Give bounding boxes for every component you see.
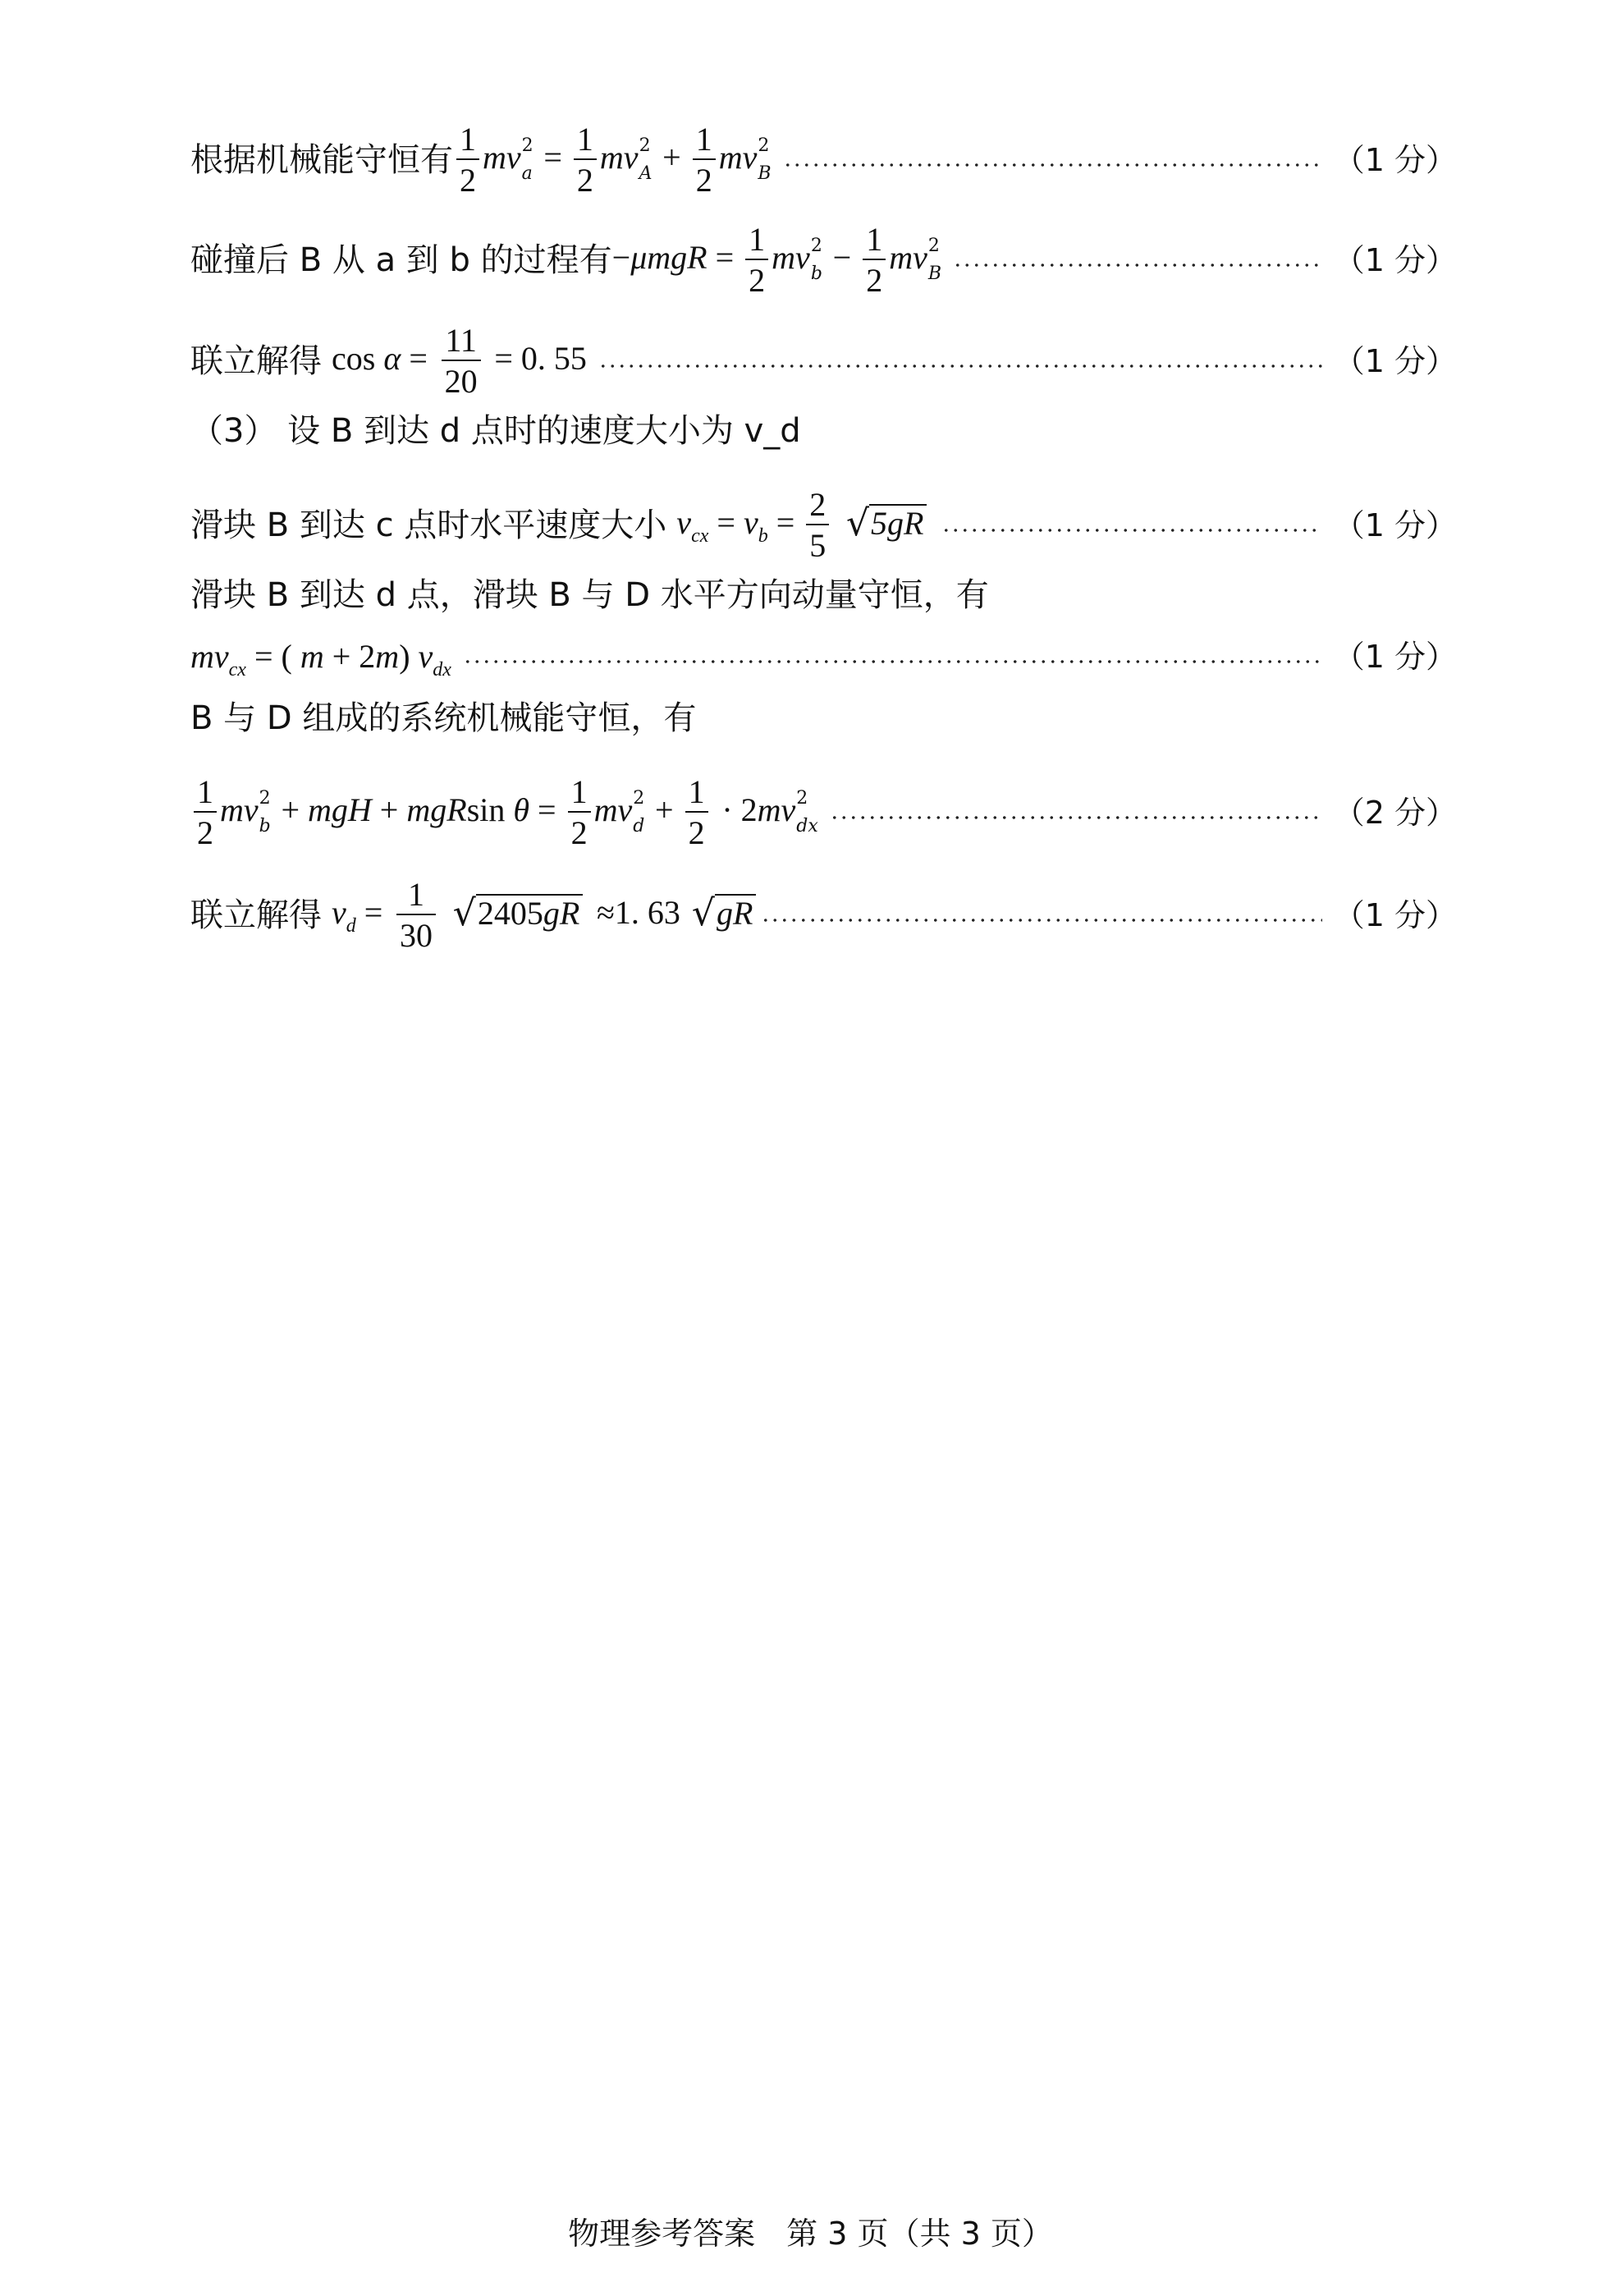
page-footer: 物理参考答案 第 3 页（共 3 页） <box>568 2216 1053 2252</box>
line-2-formula: −μmgR = $\frac{1}{2}$ mv 2 b − $\frac{1}{2}$ mv 2 B <box>611 221 941 299</box>
leader-dots <box>598 364 1322 369</box>
line-7-formula: $mv_{cx}$ = ( m + 2m) $v_{dx}$ <box>190 638 451 681</box>
answer-line-2 <box>190 223 1457 297</box>
line-3-score: （1 分） <box>1333 343 1457 379</box>
answer-line-7 <box>190 638 1457 681</box>
line-3-text: 联立解得 <box>190 342 322 380</box>
line-2-score: （1 分） <box>1333 242 1457 278</box>
line-6-text: 滑块 B 到达 d 点，滑块 B 与 D 水平方向动量守恒，有 <box>190 576 989 614</box>
answer-line-6 <box>190 576 989 614</box>
leader-dots <box>463 659 1322 664</box>
line-5-score: （1 分） <box>1333 507 1457 543</box>
answer-line-1 <box>190 123 1457 197</box>
line-9-formula: $\frac{1}{2}$ mv 2 b + mgH + mgRsin θ = $\frac{1}{2}$ mv 2 d + $\frac{1}{2}$ · 2mv 2 dx <box>190 776 818 850</box>
line-10-score: （1 分） <box>1333 897 1457 933</box>
line-5-text: 滑块 B 到达 c 点时水平速度大小 <box>190 506 667 544</box>
leader-dots <box>783 163 1322 167</box>
answer-line-10 <box>190 878 1457 952</box>
line-10-text: 联立解得 <box>190 896 322 934</box>
line-9-score: （2 分） <box>1333 795 1457 831</box>
leader-dots <box>830 815 1322 820</box>
answer-line-3 <box>190 324 1457 398</box>
line-4-text: （3） 设 B 到达 d 点时的速度大小为 v_d <box>190 412 801 450</box>
line-10-formula: $v_d$ = $\frac{1}{30}$ √ 2405gR ≈1. 63 √ gR <box>332 878 759 952</box>
answer-line-5 <box>190 488 1457 562</box>
line-8-text: B 与 D 组成的系统机械能守恒，有 <box>190 699 697 737</box>
answer-line-4 <box>190 412 801 450</box>
line-1-text: 根据机械能守恒有 <box>190 141 453 179</box>
line-1-score: （1 分） <box>1333 142 1457 178</box>
line-2-text: 碰撞后 B 从 a 到 b 的过程有 <box>190 241 612 279</box>
answer-line-9 <box>190 773 1457 851</box>
leader-dots <box>953 263 1322 268</box>
line-1-formula: $\frac{1}{2}$ mv 2 a = $\frac{1}{2}$ mv 2 A + $\frac{1}{2}$ mv 2 B <box>453 123 772 197</box>
line-7-score: （1 分） <box>1333 639 1457 675</box>
line-3-formula: cos α = $\frac{11}{20}$ = 0. 55 <box>332 322 587 400</box>
leader-dots <box>761 918 1321 923</box>
line-5-formula: $v_{cx} = v_b$ = $\frac{2}{5}$ √ 5gR <box>676 488 930 562</box>
answer-line-8 <box>190 699 697 737</box>
leader-dots <box>941 528 1321 533</box>
